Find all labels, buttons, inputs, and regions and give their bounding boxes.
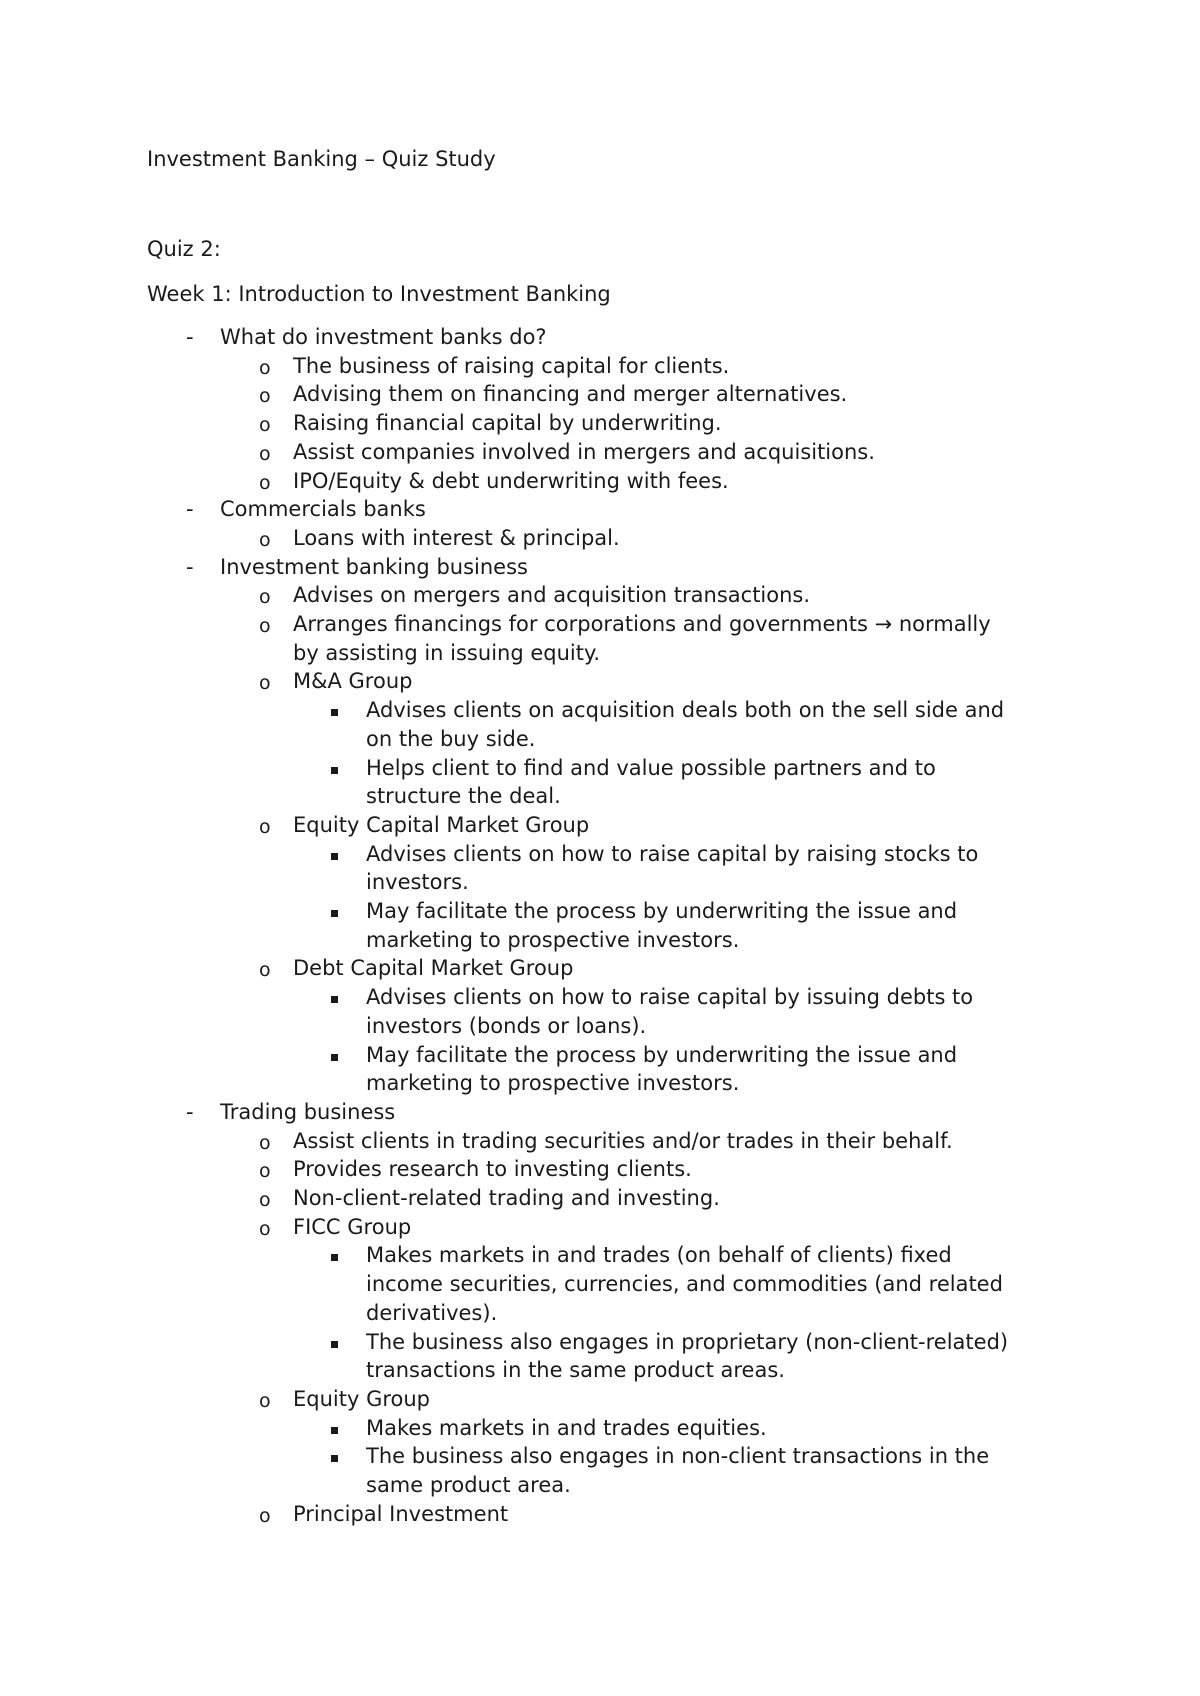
square-bullet-icon: [331, 1427, 338, 1434]
square-bullet-icon: [331, 1254, 338, 1261]
outline-item-level2: FICC Group: [293, 1214, 412, 1239]
outline-item-level3: Makes markets in and trades (on behalf of clients) fixed: [366, 1243, 952, 1268]
outline-item-level3: The business also engages in proprietary (non-client-related): [366, 1329, 1009, 1354]
square-bullet-icon: [331, 996, 338, 1003]
outline-item-level1: What do investment banks do?: [220, 325, 547, 349]
outline-item-level3: investors.: [366, 870, 469, 895]
outline-item-level3: Helps client to find and value possible partners and to: [366, 755, 936, 780]
outline-item-level1: Commercials banks: [220, 497, 426, 522]
circle-bullet: o: [259, 672, 271, 695]
outline-item-level3: structure the deal.: [366, 784, 561, 809]
circle-bullet: o: [259, 615, 271, 637]
outline-item-level3: marketing to prospective investors.: [366, 927, 740, 952]
circle-bullet: o: [259, 1217, 271, 1240]
circle-bullet: o: [259, 356, 271, 379]
outline-item-level1: Investment banking business: [220, 554, 528, 579]
square-bullet-icon: [331, 1054, 338, 1061]
outline-item-level2: Equity Capital Market Group: [293, 812, 590, 837]
quiz-heading: Quiz 2:: [147, 237, 221, 261]
circle-bullet: o: [259, 385, 271, 408]
outline-item-level3: The business also engages in non-client transactions in the: [366, 1444, 990, 1469]
square-bullet-icon: [331, 709, 338, 716]
document-title: Investment Banking – Quiz Study: [147, 147, 496, 171]
outline-item-level2: IPO/Equity & debt underwriting with fees.: [293, 468, 729, 493]
outline-item-level2: Advising them on financing and merger alternatives.: [293, 382, 848, 407]
outline-item-level2: Debt Capital Market Group: [293, 956, 574, 981]
outline-item-level2: The business of raising capital for clients.: [293, 353, 730, 378]
outline-item-level3: on the buy side.: [366, 726, 536, 751]
square-bullet-icon: [331, 910, 338, 917]
outline-item-level2: Advises on mergers and acquisition transactions.: [293, 583, 811, 608]
circle-bullet: o: [259, 1160, 271, 1183]
circle-bullet: o: [259, 1504, 271, 1527]
outline-item-level2: Loans with interest & principal.: [293, 525, 620, 550]
outline-item-level2: Equity Group: [293, 1386, 431, 1411]
outline-item-level3: marketing to prospective investors.: [366, 1071, 740, 1096]
outline-item-level3: same product area.: [366, 1473, 571, 1497]
outline-item-level3: Advises clients on acquisition deals both on the sell side and: [366, 698, 1005, 723]
dash-bullet: -: [186, 325, 194, 349]
outline-item-level3: Advises clients on how to raise capital by raising stocks to: [366, 841, 979, 866]
week-heading: Week 1: Introduction to Investment Banking: [147, 282, 611, 306]
outline-item-level3: Makes markets in and trades equities.: [366, 1415, 767, 1440]
outline-item-level3: derivatives).: [366, 1300, 498, 1325]
circle-bullet: o: [259, 471, 271, 494]
outline-item-level2: Principal Investment: [293, 1501, 509, 1526]
outline-item-level1: Trading business: [220, 1099, 396, 1124]
outline-item-level2: M&A Group: [293, 669, 413, 694]
circle-bullet: o: [259, 1189, 271, 1211]
outline-item-level3: transactions in the same product areas.: [366, 1358, 785, 1383]
outline-item-level3: Advises clients on how to raise capital by issuing debts to: [366, 985, 974, 1010]
outline-item-level3: income securities, currencies, and commodities (and related: [366, 1272, 1003, 1297]
outline-item-level3: May facilitate the process by underwriting the issue and: [366, 899, 958, 923]
dash-bullet: -: [186, 1099, 194, 1124]
circle-bullet: o: [259, 1131, 271, 1154]
circle-bullet: o: [259, 815, 271, 838]
square-bullet-icon: [331, 1341, 338, 1348]
square-bullet-icon: [331, 1455, 338, 1462]
circle-bullet: o: [259, 1389, 271, 1412]
square-bullet-icon: [331, 853, 338, 860]
dash-bullet: -: [186, 554, 194, 579]
circle-bullet: o: [259, 586, 271, 609]
outline-item-level2: Provides research to investing clients.: [293, 1157, 692, 1182]
outline-item-level2: Assist clients in trading securities and/or trades in their behalf.: [293, 1128, 953, 1153]
circle-bullet: o: [259, 959, 271, 982]
outline-item-level2: Raising financial capital by underwriting.: [293, 411, 722, 436]
circle-bullet: o: [259, 442, 271, 465]
outline-item-level3: May facilitate the process by underwriting the issue and: [366, 1042, 958, 1067]
outline-item-level2: by assisting in issuing equity.: [293, 640, 601, 665]
square-bullet-icon: [331, 767, 338, 774]
circle-bullet: o: [259, 528, 271, 551]
outline-item-level2: Assist companies involved in mergers and acquisitions.: [293, 439, 875, 464]
dash-bullet: -: [186, 497, 194, 522]
outline-item-level2: Non-client-related trading and investing.: [293, 1186, 720, 1210]
outline-item-level3: investors (bonds or loans).: [366, 1013, 647, 1038]
circle-bullet: o: [259, 414, 271, 437]
outline-item-level2: Arranges financings for corporations and governments → normally: [293, 612, 991, 636]
